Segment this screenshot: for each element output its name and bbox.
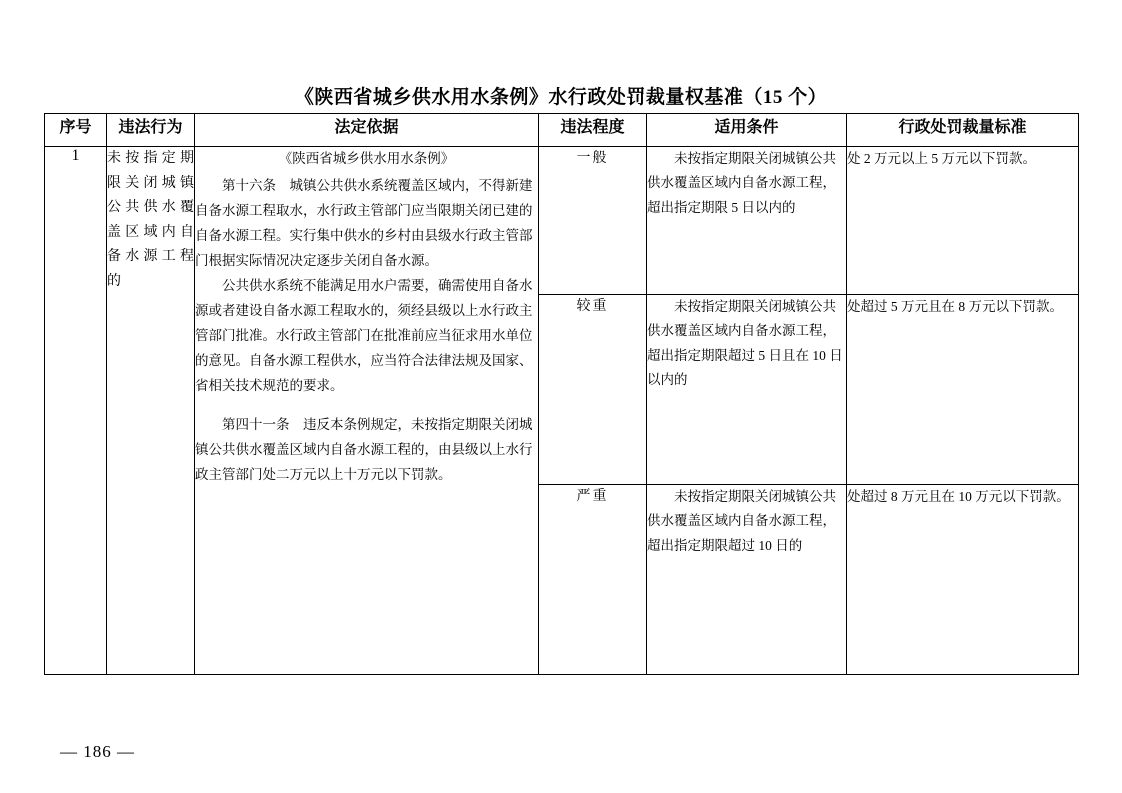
table-header-row — [45, 114, 1079, 147]
condition-text-general: 未按指定期限关闭城镇公共供水覆盖区域内自备水源工程，超出指定期限 5 日以内的 — [647, 151, 836, 215]
cell-severity-severe: 严重 — [539, 485, 647, 675]
cell-legal-basis — [195, 147, 539, 675]
cell-severity-general: 一般 — [539, 147, 647, 295]
column-header-violation: 违法行为 — [107, 114, 195, 147]
cell-standard-serious: 处超过 5 万元且在 8 万元以下罚款。 — [847, 295, 1079, 485]
column-header-severity: 违法程度 — [539, 114, 647, 147]
condition-text-severe: 未按指定期限关闭城镇公共供水覆盖区域内自备水源工程，超出指定期限超过 10 日的 — [647, 489, 836, 553]
column-header-penalty-standard: 行政处罚裁量标准 — [847, 114, 1079, 147]
paragraph-spacer — [195, 399, 538, 413]
page-title: 《陕西省城乡供水用水条例》水行政处罚裁量权基准（15 个） — [294, 87, 828, 108]
column-header-seq: 序号 — [45, 114, 107, 147]
legal-basis-paragraph-2: 公共供水系统不能满足用水户需要，确需使用自备水源或者建设自备水源工程取水的，须经县级以上水行政主管部门批准。水行政主管部门在批准前应当征求用水单位的意见。自备水源工程供水，应当符合法律法规及国家、省相关技术规范的要求。 — [195, 277, 533, 393]
cell-standard-general: 处 2 万元以上 5 万元以下罚款。 — [847, 147, 1079, 295]
legal-basis-paragraph-1: 第十六条 城镇公共供水系统覆盖区域内，不得新建自备水源工程取水，水行政主管部门应当限期关闭已建的自备水源工程。实行集中供水的乡村由县级水行政主管部门根据实际情况决定逐步关闭自备水源。 — [195, 177, 533, 268]
cell-violation-act: 未 按 指 定 期 限 关 闭 城 镇 公 共 供 水 覆 盖 区 域 内 自 备 水 源 工 程 的 — [107, 147, 195, 675]
condition-text-serious: 未按指定期限关闭城镇公共供水覆盖区域内自备水源工程，超出指定期限超过 5 日且在 10 日以内的 — [647, 299, 843, 387]
cell-condition-severe — [647, 485, 847, 675]
cell-sequence-number: 1 — [45, 147, 107, 675]
legal-basis-paragraph-3: 第四十一条 违反本条例规定，未按指定期限关闭城镇公共供水覆盖区域内自备水源工程的，由县级以上水行政主管部门处二万元以上十万元以下罚款。 — [195, 416, 533, 482]
page-number: — 186 — — [60, 742, 135, 761]
column-header-legal-basis: 法定依据 — [195, 114, 539, 147]
legal-basis-heading: 《陕西省城乡供水用水条例》 — [278, 151, 455, 166]
cell-severity-serious: 较重 — [539, 295, 647, 485]
cell-condition-serious — [647, 295, 847, 485]
column-header-conditions: 适用条件 — [647, 114, 847, 147]
table-row — [45, 147, 1079, 295]
cell-condition-general — [647, 147, 847, 295]
discretion-standards-table — [44, 113, 1079, 675]
cell-standard-severe: 处超过 8 万元且在 10 万元以下罚款。 — [847, 485, 1079, 675]
